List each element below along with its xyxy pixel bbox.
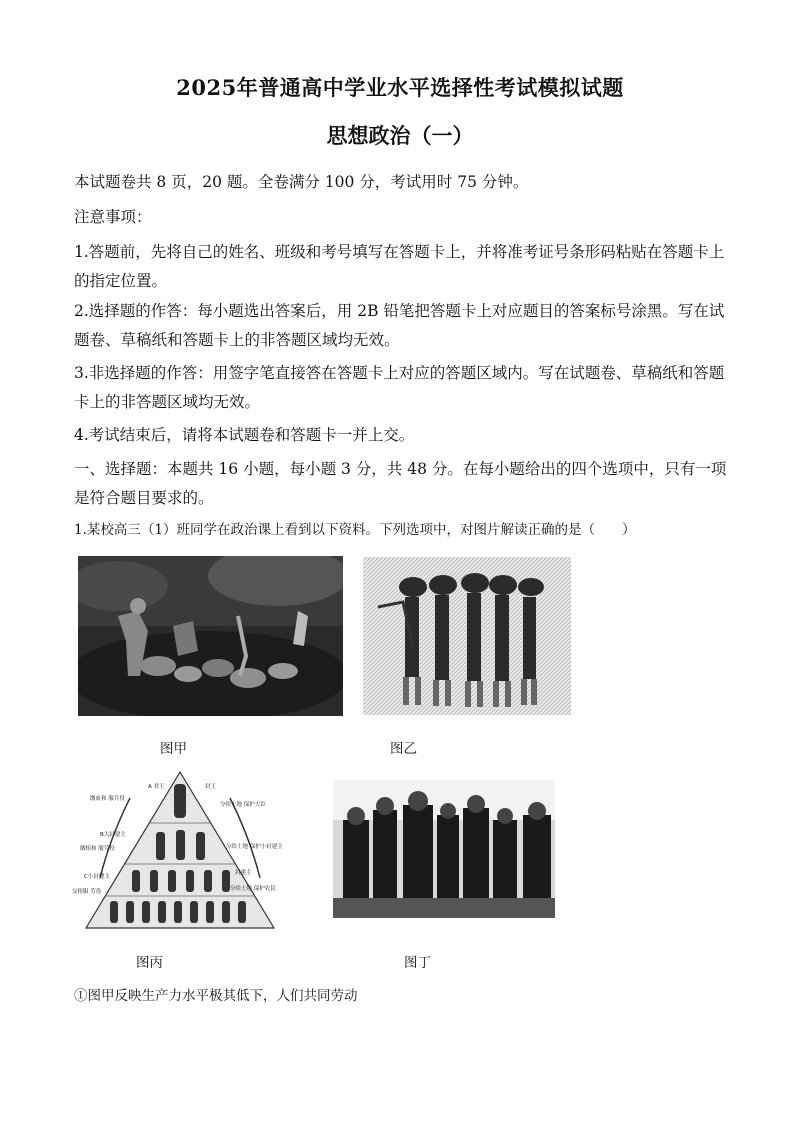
pyramid-label-left5: 交租服 劳役 <box>72 889 102 895</box>
section-heading: 一、选择题：本题共 16 小题，每小题 3 分，共 48 分。在每小题给出的四个选项中，只有一项是符合题目要求的。 <box>74 460 727 507</box>
notice-item-3: 3.非选择题的作答：用签字笔直接答在答题卡上对应的答题区域内。写在试题卷、草稿纸和答题卡上的非答题区域均无效。 <box>74 364 725 411</box>
question-1-stem: 1.某校高三（1）班同学在政治课上看到以下资料。下列选项中，对图片解读正确的是（ ） <box>74 522 636 538</box>
figure-bing-caption: 图丙 <box>136 955 163 971</box>
pyramid-label-apex: A 君王 <box>148 784 165 790</box>
pyramid-label-right4: 封建主 <box>235 870 252 876</box>
pyramid-label-right1: 封王 <box>205 784 217 790</box>
figure-ding-image <box>333 780 555 918</box>
pyramid-label-left1: 缴血和 服兵役 <box>90 796 125 802</box>
pyramid-label-left4: C小封建主 <box>84 874 110 880</box>
figure-yi-image <box>363 557 571 715</box>
figure-bing-image <box>70 768 290 933</box>
exam-title: 2025年普通高中学业水平选择性考试模拟试题 <box>176 75 624 100</box>
pyramid-label-left2: B大封建主 <box>100 832 126 838</box>
figure-jia-caption: 图甲 <box>160 741 187 757</box>
pyramid-label-right2: 分给土地 保护大臣 <box>220 802 266 808</box>
pyramid-label-left3: 缴租和 服劳役 <box>80 846 115 852</box>
figure-ding-caption: 图丁 <box>404 955 431 971</box>
pyramid-label-right3: 分给土地 保护小封建主 <box>226 844 283 850</box>
notice-item-1: 1.答题前，先将自己的姓名、班级和考号填写在答题卡上，并将准考证号条形码粘贴在答题卡上的指定位置。 <box>74 243 725 290</box>
exam-subtitle: 思想政治（一） <box>326 123 474 148</box>
pyramid-label-right5: 分给土地 保护农民 <box>230 886 276 892</box>
notice-item-4: 4.考试结束后，请将本试题卷和答题卡一并上交。 <box>74 426 415 444</box>
intro-text: 本试题卷共 8 页，20 题。全卷满分 100 分，考试用时 75 分钟。 <box>74 173 529 191</box>
notice-heading: 注意事项： <box>74 208 152 226</box>
notice-item-2: 2.选择题的作答：每小题选出答案后，用 2B 铅笔把答题卡上对应题目的答案标号涂黑。写在试题卷、草稿纸和答题卡上的非答题区域均无效。 <box>74 302 725 349</box>
figure-yi-caption: 图乙 <box>390 741 417 757</box>
question-1-option-1: ①图甲反映生产力水平极其低下，人们共同劳动 <box>74 988 358 1004</box>
figure-jia-image <box>78 556 343 716</box>
